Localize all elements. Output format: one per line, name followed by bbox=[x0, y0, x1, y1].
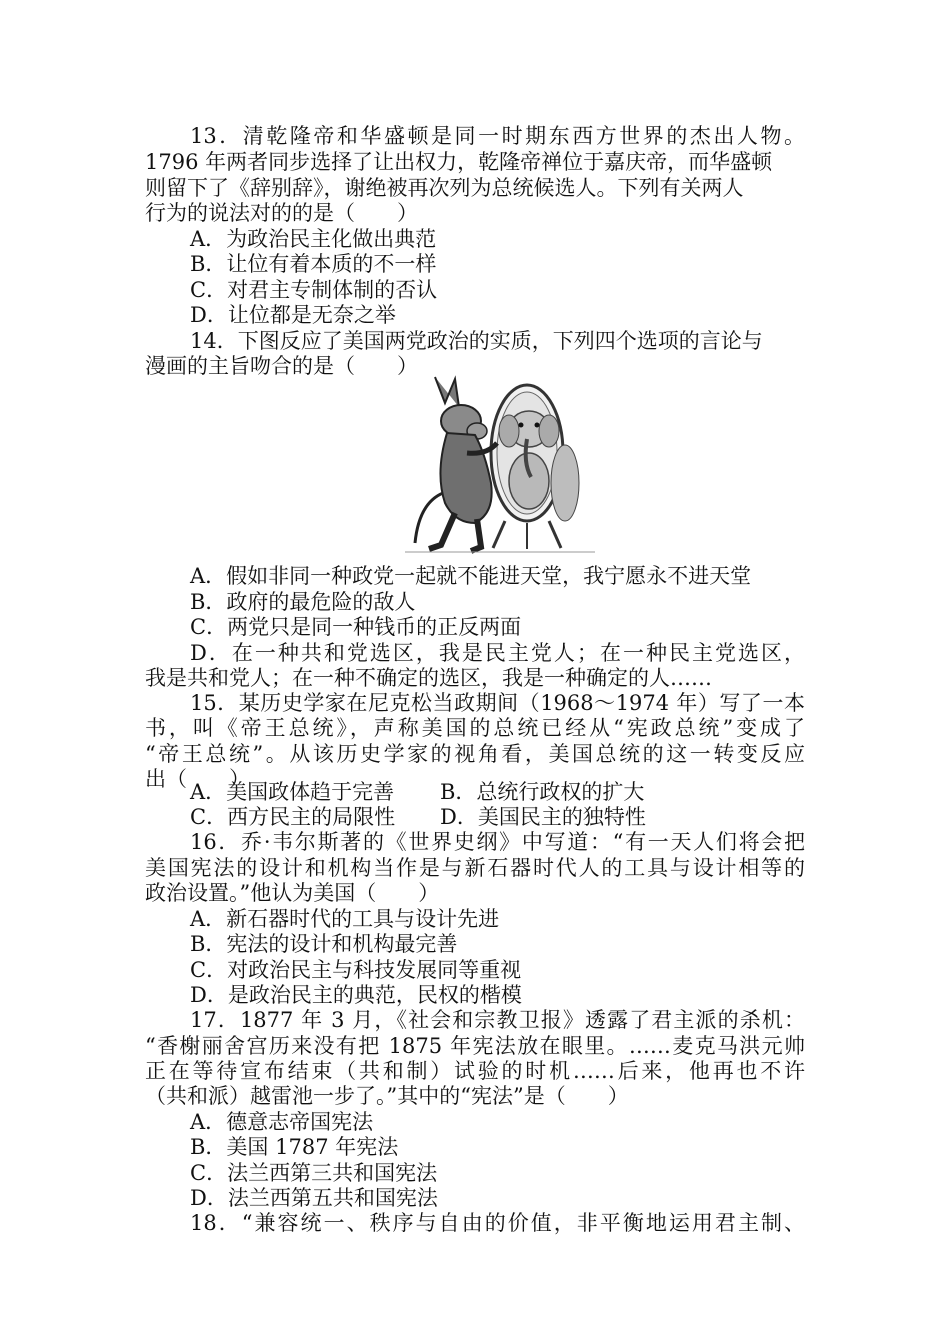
q17-stem-line-2: “香榭丽舍宫历来没有把 1875 年宪法放在眼里。……麦克马洪元帅 bbox=[145, 1034, 805, 1058]
q15-option-d: D．美国民主的独特性 bbox=[440, 805, 646, 829]
q15-stem-line-1: 15．某历史学家在尼克松当政期间（1968～1974 年）写了一本 bbox=[190, 691, 805, 715]
q14-option-d-line-1: D．在一种共和党选区，我是民主党人；在一种民主党选区， bbox=[190, 641, 805, 665]
q17-option-c: C．法兰西第三共和国宪法 bbox=[190, 1161, 438, 1185]
q13-option-b: B．让位有着本质的不一样 bbox=[190, 252, 437, 276]
q16-option-d: D．是政治民主的典范，民权的楷模 bbox=[190, 983, 522, 1007]
q17-option-d: D．法兰西第五共和国宪法 bbox=[190, 1186, 438, 1210]
q14-stem-line-1: 14．下图反应了美国两党政治的实质，下列四个选项的言论与 bbox=[190, 329, 763, 353]
q17-stem-line-1: 17．1877 年 3 月，《社会和宗教卫报》透露了君主派的杀机： bbox=[190, 1008, 805, 1032]
q14-option-c: C．两党只是同一种钱币的正反两面 bbox=[190, 615, 522, 639]
q16-option-c: C．对政治民主与科技发展同等重视 bbox=[190, 958, 522, 982]
q17-stem-line-4: （共和派）越雷池一步了。”其中的“宪法”是（ ） bbox=[145, 1084, 629, 1108]
q13-stem-line-2: 1796 年两者同步选择了让出权力，乾隆帝禅位于嘉庆帝，而华盛顿 bbox=[145, 150, 773, 174]
q14-option-b: B．政府的最危险的敌人 bbox=[190, 590, 416, 614]
cartoon-figure bbox=[405, 373, 595, 555]
q16-option-b: B．宪法的设计和机构最完善 bbox=[190, 932, 458, 956]
donkey-illustration bbox=[415, 377, 497, 551]
q16-option-a: A．新石器时代的工具与设计先进 bbox=[190, 907, 500, 931]
q15-stem-line-3: “帝王总统”。从该历史学家的视角看，美国总统的这一转变反应 bbox=[145, 742, 805, 766]
q13-option-a: A．为政治民主化做出典范 bbox=[190, 227, 437, 251]
q16-stem-line-1: 16．乔·韦尔斯著的《世界史纲》中写道：“有一天人们将会把 bbox=[190, 830, 805, 854]
q15-stem-line-2: 书，叫《帝王总统》，声称美国的总统已经从“宪政总统”变成了 bbox=[145, 716, 805, 740]
q13-option-d: D．让位都是无奈之举 bbox=[190, 303, 396, 327]
q14-option-d-line-2: 我是共和党人；在一种不确定的选区，我是一种确定的人…… bbox=[145, 666, 712, 690]
q13-stem-line-3: 则留下了《辞别辞》，谢绝被再次列为总统候选人。下列有关两人 bbox=[145, 176, 744, 200]
q14-stem-line-2: 漫画的主旨吻合的是（ ） bbox=[145, 354, 418, 378]
q17-option-a: A．德意志帝国宪法 bbox=[190, 1110, 374, 1134]
q13-option-c: C．对君主专制体制的否认 bbox=[190, 278, 438, 302]
q15-option-b: B．总统行政权的扩大 bbox=[440, 780, 645, 804]
q15-option-c: C．西方民主的局限性 bbox=[190, 805, 396, 829]
q14-option-a: A．假如非同一种政党一起就不能进天堂，我宁愿永不进天堂 bbox=[190, 564, 752, 588]
q17-stem-line-3: 正在等待宣布结束（共和制）试验的时机……后来，他再也不许 bbox=[145, 1059, 805, 1083]
q18-stem-line-1: 18．“兼容统一、秩序与自由的价值，非平衡地运用君主制、 bbox=[190, 1211, 805, 1235]
q17-option-b: B．美国 1787 年宪法 bbox=[190, 1135, 399, 1159]
q13-stem-line-4: 行为的说法对的的是（ ） bbox=[145, 201, 418, 225]
q15-stem-line-4: 出（ ） bbox=[145, 767, 250, 791]
q16-stem-line-3: 政治设置。”他认为美国（ ） bbox=[145, 881, 440, 905]
q16-stem-line-2: 美国宪法的设计和机构当作是与新石器时代人的工具与设计相等的 bbox=[145, 856, 805, 880]
q15-option-a: A．美国政体趋于完善 bbox=[190, 780, 395, 804]
q13-stem-line-1: 13．清乾隆帝和华盛顿是同一时期东西方世界的杰出人物。 bbox=[190, 124, 805, 148]
